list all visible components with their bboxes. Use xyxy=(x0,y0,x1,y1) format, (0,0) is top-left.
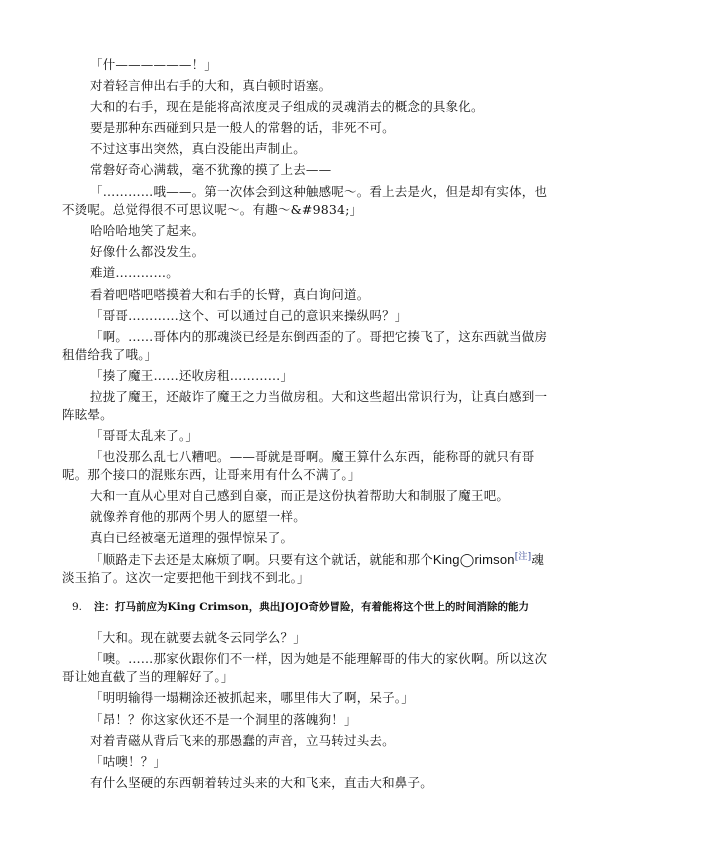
paragraph: 「也没那么乱七八糟吧。——哥就是哥啊。魔王算什么东西，能称哥的就只有哥呢。那个接口的混账东西，让哥来用有什么不满了。」 xyxy=(62,449,535,482)
paragraph: 「啊。……哥体内的那魂淡已经是东倒西歪的了。哥把它揍飞了，这东西就当做房租借给我了哦。」 xyxy=(62,329,548,362)
paragraph: 不过这事出突然，真白没能出声制止。 xyxy=(90,141,306,156)
paragraph-text: 「顺路走下去还是太麻烦了啊。只要有这个就话，就能和那个 xyxy=(90,552,433,567)
paragraph: 「噢。……那家伙跟你们不一样，因为她是不能理解哥的伟大的家伙啊。所以这次哥让她直截了当的理解好了。」 xyxy=(62,651,548,684)
paragraph: 常磐好奇心满载，毫不犹豫的摸了上去—— xyxy=(90,162,332,177)
paragraph: 对着轻言伸出右手的大和，真白顿时语塞。 xyxy=(90,78,332,93)
paragraph: 「咕噢！？」 xyxy=(90,754,167,769)
paragraph: 拉拢了魔王，还敲诈了魔王之力当做房租。大和这些超出常识行为，让真白感到一阵眩晕。 xyxy=(62,389,548,422)
paragraph: 「…………哦——。第一次体会到这种触感呢～。看上去是火，但是却有实体，也不烫呢。总觉得很不可思议呢～。有趣～&#9834;」 xyxy=(62,184,548,217)
paragraph-text: 魂淡玉掐了。这次一定要把他干到找不到北。」 xyxy=(62,552,545,585)
paragraph: 「什——————！」 xyxy=(90,57,218,72)
paragraph: 好像什么都没发生。 xyxy=(90,244,205,259)
paragraph: 「大和。现在就要去就冬云同学么？」 xyxy=(90,630,306,645)
paragraph: 真白已经被毫无道理的强悍惊呆了。 xyxy=(90,530,294,545)
paragraph: 大和的右手，现在是能将高浓度灵子组成的灵魂消去的概念的具象化。 xyxy=(90,99,484,114)
paragraph: 「哥哥…………这个、可以通过自己的意识来操纵吗？」 xyxy=(90,308,408,323)
paragraph: 对着青磁从背后飞来的那愚蠢的声音，立马转过头去。 xyxy=(90,733,395,748)
paragraph: 就像养育他的那两个男人的愿望一样。 xyxy=(90,509,306,524)
paragraph: 要是那种东西碰到只是一般人的常磐的话，非死不可。 xyxy=(90,120,395,135)
paragraph-king-crimson xyxy=(62,551,552,587)
paragraph: 「明明输得一塌糊涂还被抓起来，哪里伟大了啊，呆子。」 xyxy=(90,690,414,705)
footnote-text: 注：打马前应为King Crimson，典出JOJO奇妙冒险，有着能将这个世上的时间消除的能力 xyxy=(94,601,530,613)
paragraph: 难道…………。 xyxy=(90,265,179,280)
king-crimson-term: King◯rimson xyxy=(432,552,515,567)
footnote xyxy=(72,600,592,614)
paragraph: 哈哈哈地笑了起来。 xyxy=(90,223,205,238)
footnote-number: 9. xyxy=(72,601,83,613)
paragraph: 看着吧嗒吧嗒摸着大和右手的长臂，真白询问道。 xyxy=(90,287,370,302)
paragraph: 「昂！？你这家伙还不是一个洞里的落魄狗！」 xyxy=(90,712,357,727)
paragraph: 大和一直从心里对自己感到自豪，而正是这份执着帮助大和制服了魔王吧。 xyxy=(90,488,510,503)
footnote-link[interactable]: [注] xyxy=(514,551,532,562)
paragraph: 「揍了魔王……还收房租…………」 xyxy=(90,368,294,383)
paragraph: 「哥哥太乱来了。」 xyxy=(90,428,199,443)
paragraph: 有什么坚硬的东西朝着转过头来的大和飞来，直击大和鼻子。 xyxy=(90,775,433,790)
